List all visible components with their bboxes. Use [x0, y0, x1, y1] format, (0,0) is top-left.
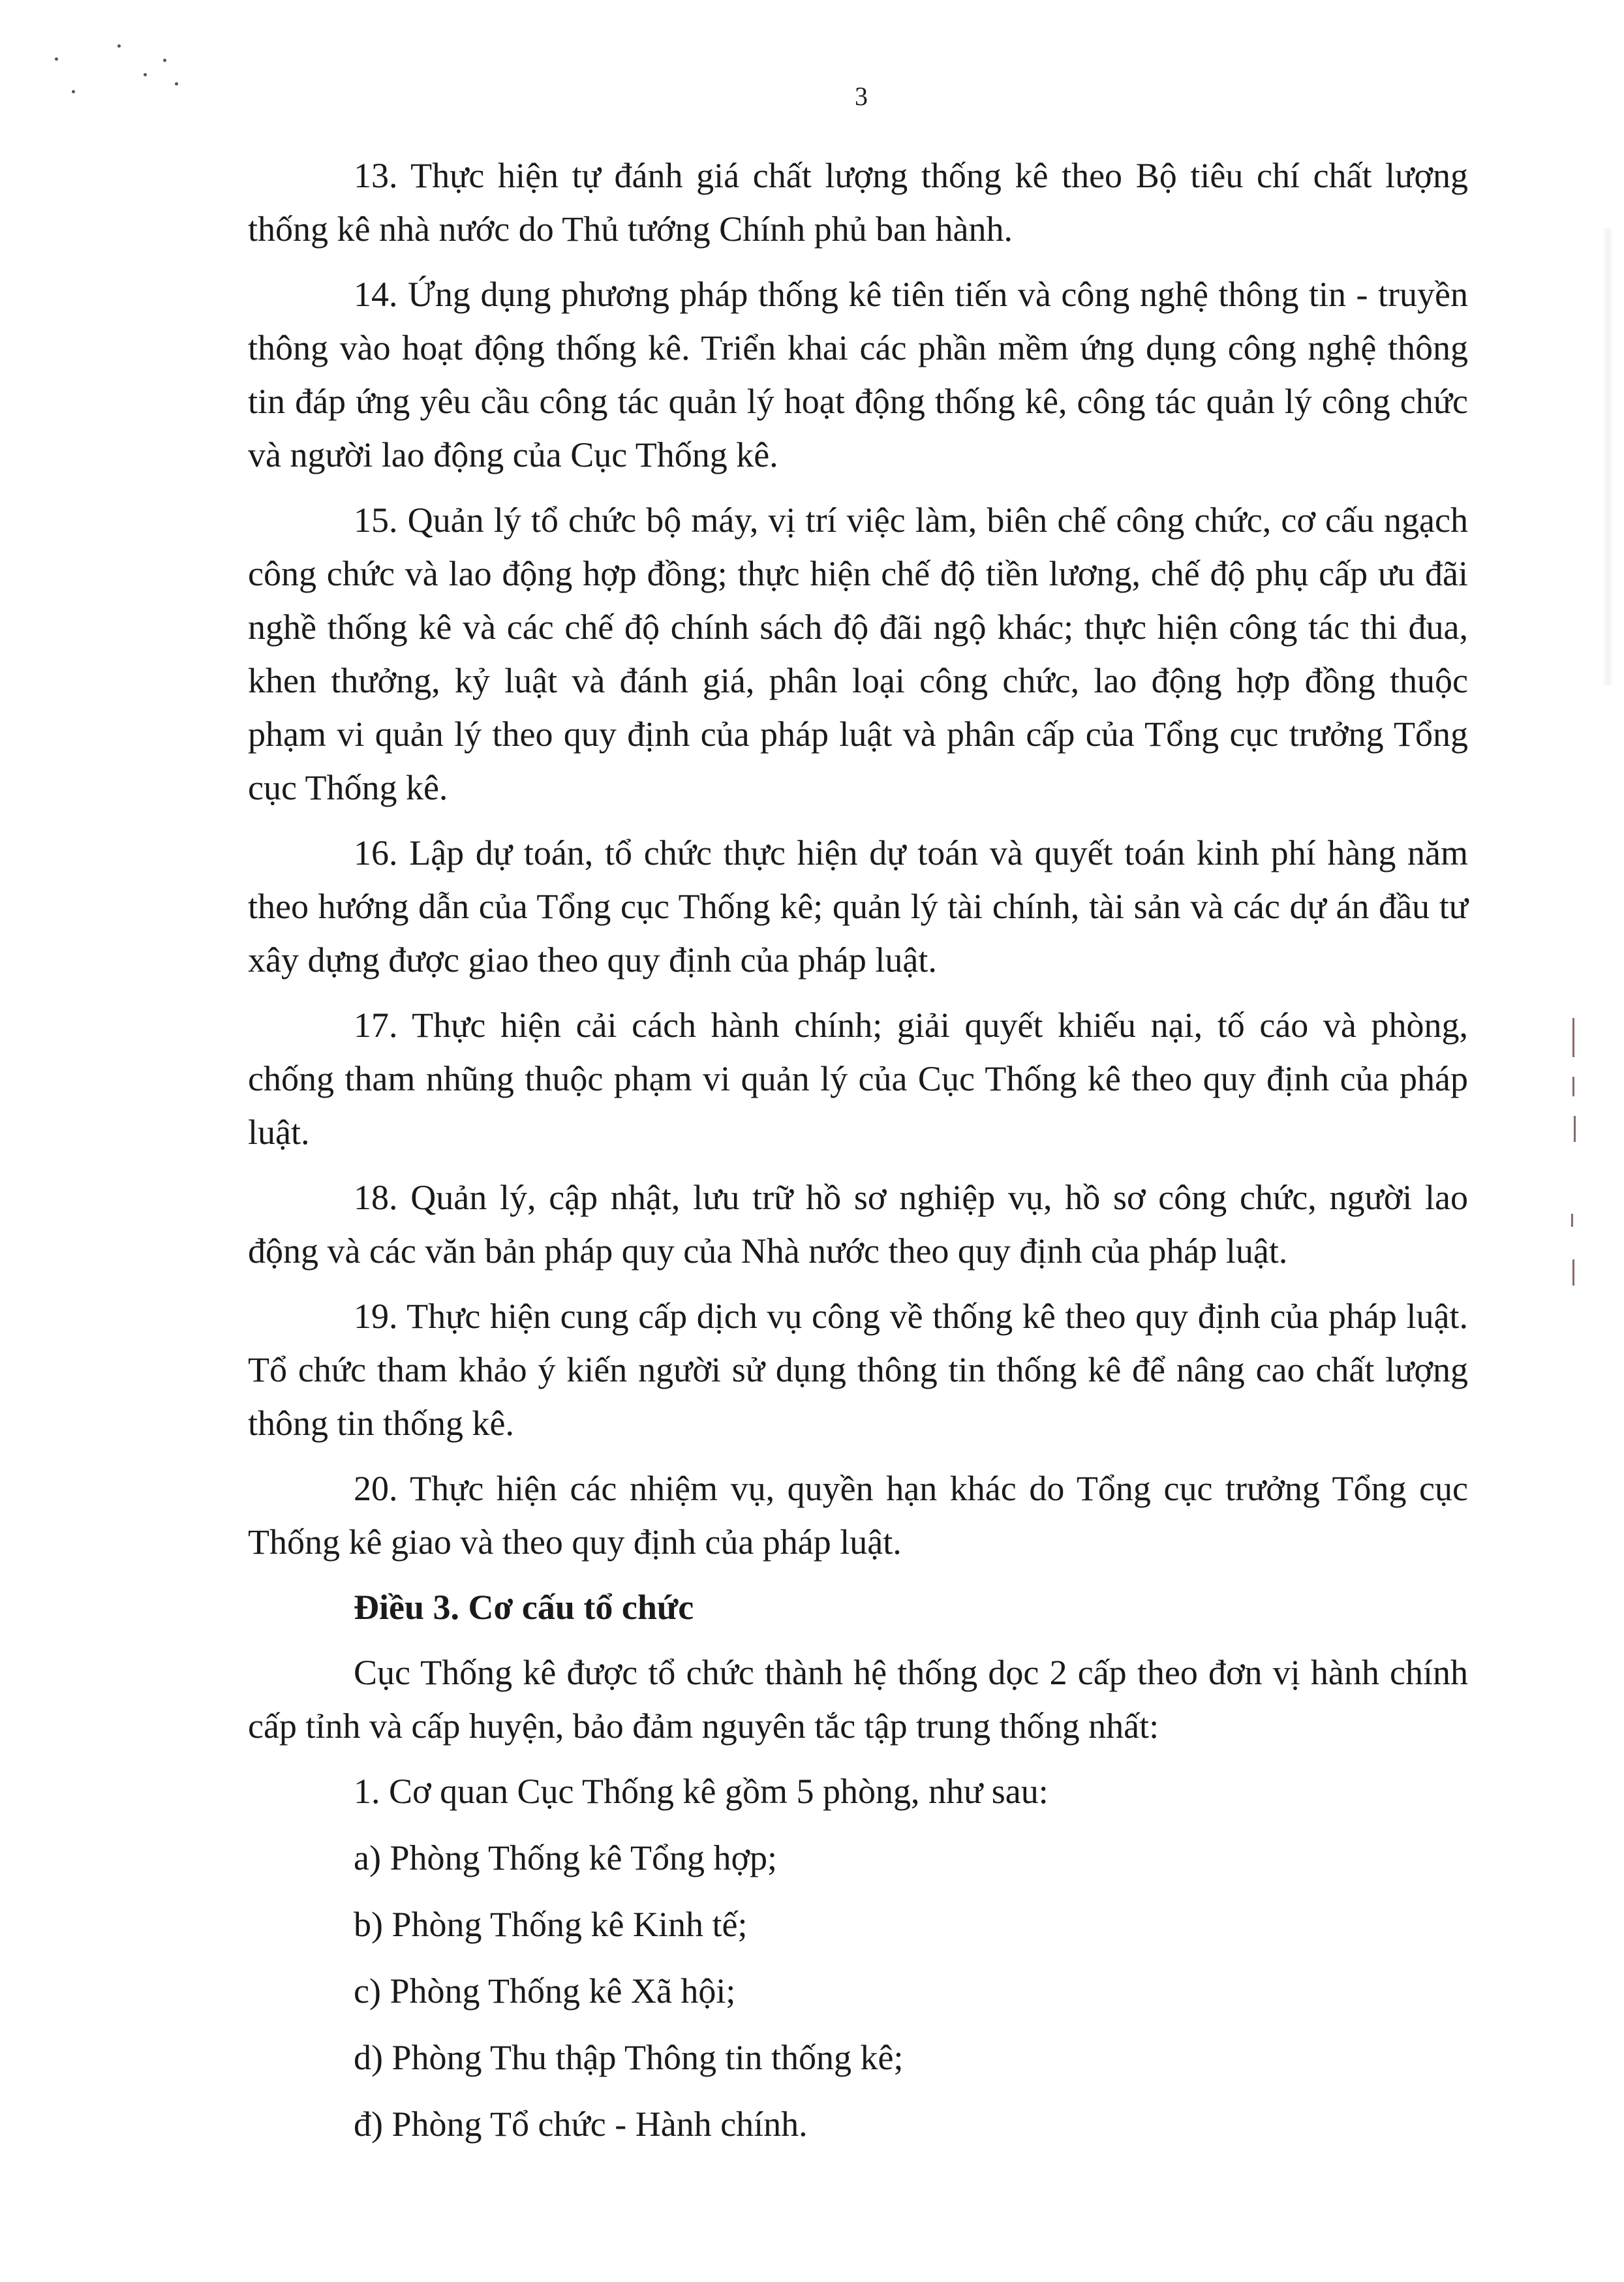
- department-list-intro: 1. Cơ quan Cục Thống kê gồm 5 phòng, như sau:: [354, 1772, 1049, 1811]
- paragraph-20: 20. Thực hiện các nhiệm vụ, quyền hạn khác do Tổng cục trưởng Tổng cục Thống kê giao và theo quy định của pháp luật.: [248, 1469, 1468, 1562]
- department-item: c) Phòng Thống kê Xã hội;: [354, 1971, 736, 2011]
- page-number: 3: [855, 82, 868, 111]
- article-3-heading: Điều 3. Cơ cấu tổ chức: [354, 1588, 694, 1627]
- paragraph-19: 19. Thực hiện cung cấp dịch vụ công về thống kê theo quy định của pháp luật. Tổ chức tham khảo ý kiến người sử dụng thông tin thống kê để nâng cao chất lượng thông tin thống kê.: [248, 1297, 1468, 1443]
- department-item: b) Phòng Thống kê Kinh tế;: [354, 1905, 748, 1944]
- paragraph-18: 18. Quản lý, cập nhật, lưu trữ hồ sơ nghiệp vụ, hồ sơ công chức, người lao động và các văn bản pháp quy của Nhà nước theo quy định của pháp luật.: [248, 1178, 1468, 1271]
- department-item: d) Phòng Thu thập Thông tin thống kê;: [354, 2038, 904, 2077]
- paragraph-16: 16. Lập dự toán, tổ chức thực hiện dự toán và quyết toán kinh phí hàng năm theo hướng dẫn của Tổng cục Thống kê; quản lý tài chính, tài sản và các dự án đầu tư xây dựng được giao theo quy định của pháp luật.: [248, 833, 1468, 979]
- document-body: [248, 149, 1468, 2164]
- article-3-intro: Cục Thống kê được tổ chức thành hệ thống dọc 2 cấp theo đơn vị hành chính cấp tỉnh và cấp huyện, bảo đảm nguyên tắc tập trung thống nhất:: [248, 1653, 1468, 1746]
- paragraph-14: 14. Ứng dụng phương pháp thống kê tiên tiến và công nghệ thông tin - truyền thông vào hoạt động thống kê. Triển khai các phần mềm ứng dụng công nghệ thông tin đáp ứng yêu cầu công tác quản lý hoạt động thống kê, công tác quản lý công chức và người lao động của Cục Thống kê.: [248, 275, 1468, 474]
- paragraph-17: 17. Thực hiện cải cách hành chính; giải quyết khiếu nại, tố cáo và phòng, chống tham nhũng thuộc phạm vi quản lý của Cục Thống kê theo quy định của pháp luật.: [248, 1006, 1468, 1152]
- paragraph-15: 15. Quản lý tổ chức bộ máy, vị trí việc làm, biên chế công chức, cơ cấu ngạch công chức và lao động hợp đồng; thực hiện chế độ tiền lương, chế độ phụ cấp ưu đãi nghề thống kê và các chế độ chính sách độ đãi ngộ khác; thực hiện công tác thi đua, khen thưởng, kỷ luật và đánh giá, phân loại công chức, lao động hợp đồng thuộc phạm vi quản lý theo quy định của pháp luật và phân cấp của Tổng cục trưởng Tổng cục Thống kê.: [248, 501, 1468, 807]
- department-item: a) Phòng Thống kê Tổng hợp;: [354, 1838, 778, 1877]
- paragraph-13: 13. Thực hiện tự đánh giá chất lượng thống kê theo Bộ tiêu chí chất lượng thống kê nhà nước do Thủ tướng Chính phủ ban hành.: [248, 156, 1468, 249]
- department-item: đ) Phòng Tổ chức - Hành chính.: [354, 2105, 808, 2144]
- scan-edge-shadow: [1602, 228, 1614, 685]
- scan-edge-marks: [1566, 1018, 1592, 1305]
